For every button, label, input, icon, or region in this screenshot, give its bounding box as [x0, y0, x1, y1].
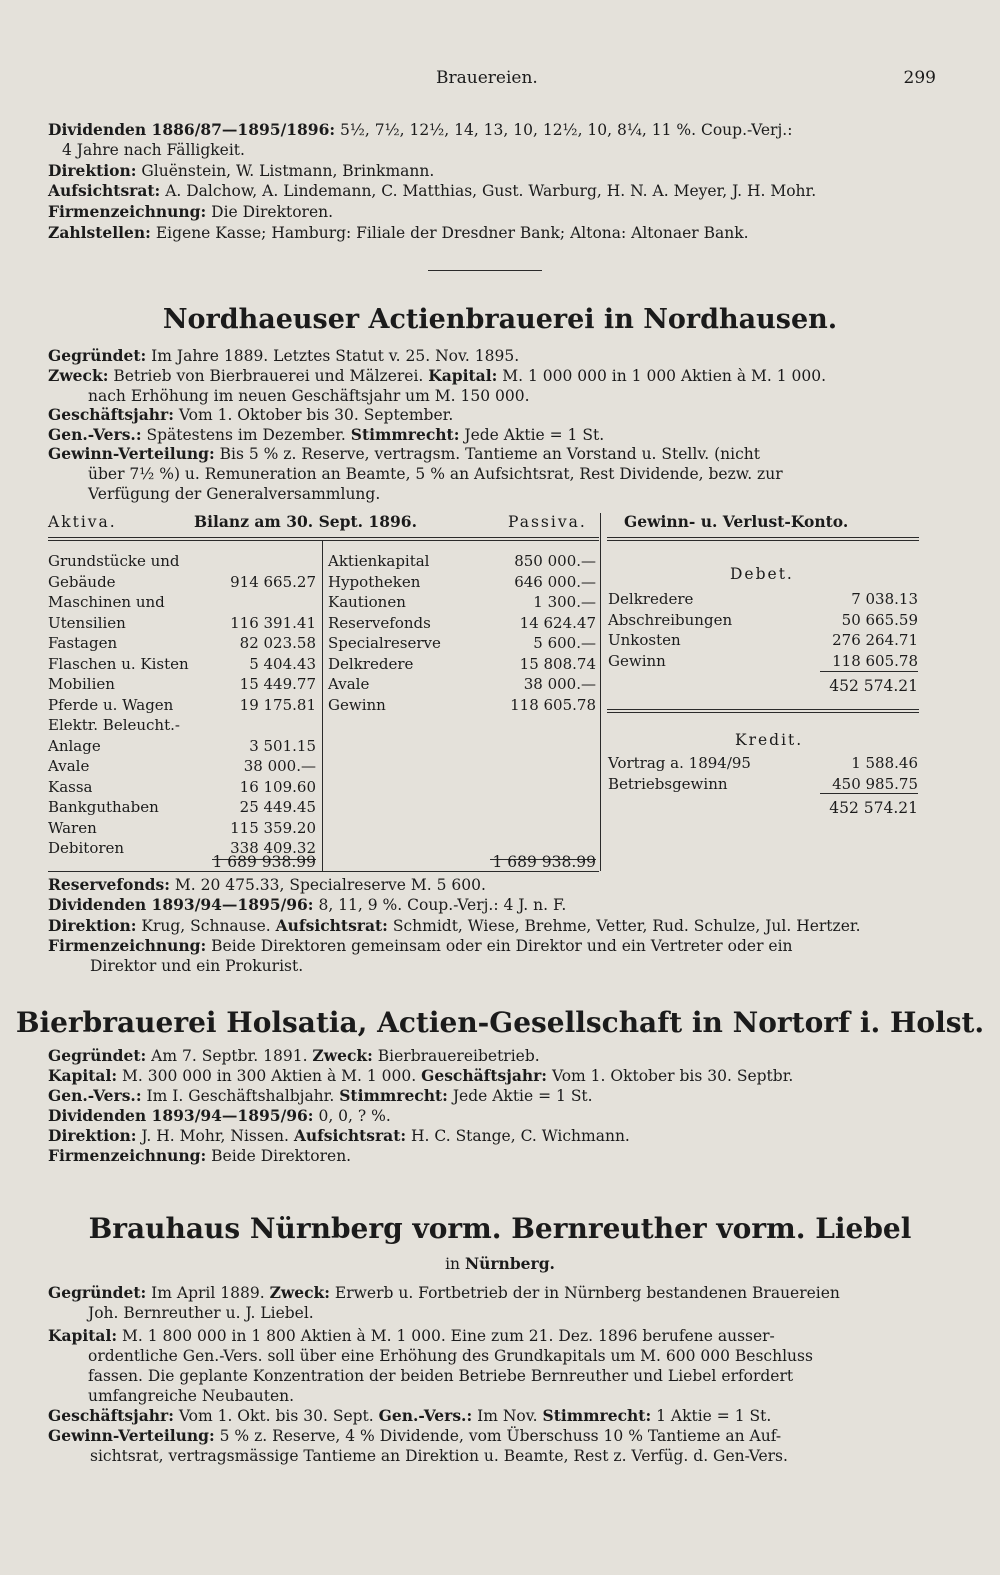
text-line: [88, 464, 783, 484]
bilanz-rule-top-2: [48, 540, 599, 541]
field-text: 0, 0, ? %.: [313, 1107, 391, 1125]
table-row: [328, 613, 596, 634]
bilanz-gv-divider: [600, 513, 601, 871]
table-row: [48, 654, 316, 675]
text-line: [48, 895, 566, 915]
aktiva-label: Aktiva.: [48, 513, 117, 531]
debet-table: [608, 589, 918, 671]
row-label: Hypotheken: [328, 572, 421, 591]
row-label: Anlage: [48, 736, 101, 755]
text-line: [90, 1446, 788, 1466]
field-text: Krug, Schnause.: [136, 917, 276, 935]
kredit-total: 452 574.21: [829, 799, 918, 817]
field-text: Joh. Bernreuther u. J. Liebel.: [88, 1304, 314, 1322]
row-value: 914 665.27: [230, 572, 316, 591]
field-label: Stimmrecht:: [339, 1086, 448, 1105]
kredit-table: [608, 753, 918, 794]
passiva-total: 1 689 938.99: [492, 853, 596, 871]
running-head-title: Brauereien.: [436, 68, 538, 88]
field-label: Zweck:: [269, 1283, 330, 1302]
row-label: Avale: [328, 675, 370, 693]
field-text: über 7½ %) u. Remuneration an Beamte, 5 % an Aufsichtsrat, Rest Dividende, bezw. zur: [88, 465, 783, 483]
row-value: 1 588.46: [851, 754, 918, 772]
table-row: [328, 674, 596, 695]
row-label: Gewinn: [608, 651, 666, 670]
row-value: 1 300.—: [533, 593, 596, 611]
field-label: Zahlstellen:: [48, 223, 151, 242]
field-label: Reservefonds:: [48, 875, 170, 894]
field-label: Kapital:: [428, 366, 498, 385]
text-line: [48, 916, 861, 936]
table-row: [48, 613, 316, 634]
field-text: nach Erhöhung im neuen Geschäftsjahr um M. 150 000.: [88, 387, 530, 405]
row-label: Specialreserve: [328, 634, 441, 652]
section-title-nuernberg: Brauhaus Nürnberg vorm. Bernreuther vorm. Liebel: [88, 1212, 912, 1245]
field-label: Direktion:: [48, 916, 137, 935]
text-line: [48, 223, 749, 243]
row-label: Unkosten: [608, 631, 681, 649]
table-row: [328, 633, 596, 654]
field-label: Gegründet:: [48, 1283, 147, 1302]
page-number: 299: [903, 68, 936, 88]
text-line: [48, 366, 826, 386]
text-line: [62, 140, 245, 160]
debet-label: Debet.: [730, 565, 794, 583]
section-divider: [428, 270, 542, 271]
field-text: 5½, 7½, 12½, 14, 13, 10, 12½, 10, 8¼, 11 %. Coup.-Verj.:: [335, 121, 793, 139]
text-line: [88, 1366, 793, 1386]
field-text: Eigene Kasse; Hamburg: Filiale der Dresdner Bank; Altona: Altonaer Bank.: [150, 224, 749, 242]
row-label: Aktienkapital: [328, 552, 430, 570]
table-row: [48, 572, 316, 593]
text-line: [90, 956, 303, 976]
section-subtitle-nuernberg: [0, 1254, 1000, 1274]
section-title-nordhaeuser: Nordhaeuser Actienbrauerei in Nordhausen.: [162, 304, 838, 335]
field-text: M. 1 000 000 in 1 000 Aktien à M. 1 000.: [497, 367, 827, 385]
bilanz-rule-top: [48, 537, 599, 538]
table-row: [328, 592, 596, 613]
kredit-sum-rule: [820, 793, 918, 794]
field-text: Verfügung der Generalversammlung.: [88, 485, 381, 503]
text-line: [48, 1426, 781, 1446]
field-text: ordentliche Gen.-Vers. soll über eine Erhöhung des Grundkapitals um M. 600 000 Beschluss: [88, 1347, 813, 1365]
section-title-holsatia: Bierbrauerei Holsatia, Actien-Gesellschaft in Nortorf i. Holst.: [15, 1006, 985, 1039]
text-line: [88, 484, 380, 504]
field-text: Spätestens im Dezember.: [141, 426, 351, 444]
text-line: [88, 386, 530, 406]
passiva-label: Passiva.: [508, 513, 587, 531]
field-label: Stimmrecht:: [542, 1406, 652, 1425]
field-text: Vom 1. Oktober bis 30. September.: [173, 406, 454, 424]
field-text: Im I. Geschäftshalbjahr.: [141, 1087, 340, 1105]
field-label: Zweck:: [48, 366, 109, 385]
field-label: Dividenden 1893/94—1895/96:: [48, 895, 314, 914]
field-text: 5 % z. Reserve, 4 % Dividende, vom Überschuss 10 % Tantieme an Auf-: [214, 1427, 782, 1445]
row-label: Grundstücke und: [48, 552, 180, 570]
table-row: [608, 774, 918, 795]
field-label: Direktion:: [48, 1126, 137, 1145]
table-row: [608, 651, 918, 672]
row-label: Waren: [48, 818, 97, 837]
row-label: Reservefonds: [328, 613, 431, 632]
table-row: [48, 818, 316, 839]
aktiva-table: [48, 551, 316, 859]
text-line: [48, 1086, 593, 1106]
table-row: [48, 797, 316, 818]
aktiva-total: 1 689 938.99: [212, 853, 316, 871]
row-value: 19 175.81: [239, 695, 316, 714]
row-value: 7 038.13: [851, 590, 918, 608]
gv-rule-top: [607, 537, 919, 538]
field-label: Aufsichtsrat:: [48, 181, 161, 200]
table-row: [608, 630, 918, 651]
field-text: Jede Aktie = 1 St.: [459, 426, 605, 444]
field-label: Firmenzeichnung:: [48, 202, 207, 221]
table-row: [48, 633, 316, 654]
field-label: Geschäftsjahr:: [48, 405, 174, 424]
field-text: Bis 5 % z. Reserve, vertragsm. Tantieme an Vorstand u. Stellv. (nicht: [214, 445, 760, 463]
row-value: 3 501.15: [249, 736, 316, 755]
table-row: [48, 592, 316, 613]
row-label: Gewinn: [328, 695, 386, 714]
row-label: Pferde u. Wagen: [48, 695, 174, 714]
text-line: [48, 202, 333, 222]
field-label: Zweck:: [312, 1046, 373, 1065]
text-line: [48, 1126, 630, 1146]
field-text: umfangreiche Neubauten.: [88, 1387, 295, 1405]
row-value: 15 808.74: [519, 654, 596, 673]
text-line: [88, 1386, 294, 1406]
field-text: Beide Direktoren.: [206, 1147, 352, 1165]
debet-total: 452 574.21: [829, 677, 918, 695]
field-label: Kapital:: [48, 1326, 118, 1345]
field-text: Am 7. Septbr. 1891.: [146, 1047, 313, 1065]
table-row: [48, 715, 316, 736]
row-label: Utensilien: [48, 613, 126, 632]
field-text: 8, 11, 9 %. Coup.-Verj.: 4 J. n. F.: [313, 896, 567, 914]
field-text: Im April 1889.: [146, 1284, 270, 1302]
row-label: Mobilien: [48, 675, 115, 693]
table-row: [608, 753, 918, 774]
field-text: M. 20 475.33, Specialreserve M. 5 600.: [169, 876, 486, 894]
field-label: Gewinn-Verteilung:: [48, 444, 215, 463]
row-label: Gebäude: [48, 572, 116, 591]
row-value: 5 600.—: [533, 634, 596, 652]
field-text: Im Nov.: [472, 1407, 543, 1425]
bilanz-rule-bottom: [48, 871, 599, 872]
row-value: 276 264.71: [832, 631, 918, 649]
field-text: J. H. Mohr, Nissen.: [136, 1127, 294, 1145]
table-row: [48, 674, 316, 695]
field-text: H. C. Stange, C. Wichmann.: [406, 1127, 630, 1145]
row-label: Maschinen und: [48, 593, 165, 611]
table-row: [328, 695, 596, 716]
text-line: [48, 161, 434, 181]
row-label: Kassa: [48, 777, 93, 796]
field-text: Vom 1. Oktober bis 30. Septbr.: [547, 1067, 794, 1085]
field-text: Direktor und ein Prokurist.: [90, 957, 304, 975]
text-line: [48, 1066, 793, 1086]
field-label: Gegründet:: [48, 1046, 147, 1065]
table-row: [608, 589, 918, 610]
table-row: [328, 654, 596, 675]
field-text: Im Jahre 1889. Letztes Statut v. 25. Nov. 1895.: [146, 347, 520, 365]
text-line: [48, 1406, 771, 1426]
gv-mid-rule-2: [607, 712, 919, 713]
field-label: Direktion:: [48, 161, 137, 180]
row-label: Abschreibungen: [608, 610, 733, 629]
table-row: [328, 551, 596, 572]
row-label: Bankguthaben: [48, 798, 159, 816]
row-value: 850 000.—: [514, 552, 596, 570]
field-text: 1 Aktie = 1 St.: [651, 1407, 772, 1425]
field-label: Firmenzeichnung:: [48, 1146, 207, 1165]
text-line: [88, 1303, 314, 1323]
field-text: Erwerb u. Fortbetrieb der in Nürnberg bestandenen Brauereien: [330, 1284, 840, 1302]
table-row: [48, 695, 316, 716]
text-line: [48, 181, 816, 201]
row-value: 118 605.78: [832, 651, 918, 670]
text-line: [48, 1146, 351, 1166]
field-label: Gegründet:: [48, 346, 147, 365]
row-value: 5 404.43: [249, 654, 316, 673]
row-value: 14 624.47: [519, 613, 596, 632]
field-label: Gen.-Vers.:: [48, 425, 142, 444]
debet-sum-rule: [820, 671, 918, 672]
subtitle-prefix: in: [445, 1255, 461, 1273]
row-value: 16 109.60: [239, 777, 316, 796]
row-value: 82 023.58: [239, 634, 316, 652]
field-label: Stimmrecht:: [350, 425, 460, 444]
row-value: 25 449.45: [239, 798, 316, 816]
table-row: [48, 551, 316, 572]
field-label: Firmenzeichnung:: [48, 936, 207, 955]
field-text: M. 1 800 000 in 1 800 Aktien à M. 1 000. Eine zum 21. Dez. 1896 berufene ausser-: [117, 1327, 775, 1345]
field-label: Geschäftsjahr:: [421, 1066, 548, 1085]
field-text: Betrieb von Bierbrauerei und Mälzerei.: [108, 367, 429, 385]
row-value: 50 665.59: [841, 610, 918, 629]
text-line: [48, 1326, 775, 1346]
text-line: [48, 405, 453, 425]
bilanz-title: Bilanz am 30. Sept. 1896.: [194, 512, 417, 531]
field-label: Kapital:: [48, 1066, 118, 1085]
field-text: Jede Aktie = 1 St.: [447, 1087, 593, 1105]
row-label: Debitoren: [48, 839, 125, 857]
text-line: [48, 1283, 840, 1303]
text-line: [48, 346, 519, 366]
field-text: Die Direktoren.: [206, 203, 334, 221]
text-line: [48, 444, 760, 464]
field-label: Gewinn-Verteilung:: [48, 1426, 215, 1445]
text-line: [48, 936, 793, 956]
text-line: [48, 425, 604, 445]
row-value: 646 000.—: [514, 572, 596, 591]
field-text: sichtsrat, vertragsmässige Tantieme an Direktion u. Beamte, Rest z. Verfüg. d. Gen-Vers.: [90, 1447, 788, 1465]
table-row: [328, 572, 596, 593]
field-label: Aufsichtsrat:: [275, 916, 388, 935]
table-row: [48, 736, 316, 757]
text-line: [88, 1346, 813, 1366]
row-value: 115 359.20: [230, 818, 316, 837]
field-label: Gen.-Vers.:: [48, 1086, 142, 1105]
field-text: Vom 1. Okt. bis 30. Sept.: [173, 1407, 379, 1425]
row-value: 338 409.32: [230, 839, 316, 857]
text-line: [48, 1046, 540, 1066]
field-text: Gluënstein, W. Listmann, Brinkmann.: [136, 162, 435, 180]
gv-konto-title: Gewinn- u. Verlust-Konto.: [624, 512, 849, 531]
field-label: Gen.-Vers.:: [378, 1406, 473, 1425]
row-value: 38 000.—: [523, 675, 596, 693]
field-label: Dividenden 1886/87—1895/1896:: [48, 120, 336, 139]
kredit-label: Kredit.: [735, 731, 804, 749]
field-text: M. 300 000 in 300 Aktien à M. 1 000.: [117, 1067, 422, 1085]
field-text: Beide Direktoren gemeinsam oder ein Direktor und ein Vertreter oder ein: [206, 937, 793, 955]
row-label: Kautionen: [328, 593, 406, 611]
bilanz-divider: [322, 541, 323, 871]
row-label: Delkredere: [328, 654, 414, 673]
table-row: [608, 610, 918, 631]
row-label: Vortrag a. 1894/95: [608, 754, 751, 772]
text-line: [48, 1106, 391, 1126]
field-text: Bierbrauereibetrieb.: [372, 1047, 540, 1065]
field-text: Schmidt, Wiese, Brehme, Vetter, Rud. Schulze, Jul. Hertzer.: [387, 917, 861, 935]
gv-mid-rule: [607, 709, 919, 710]
text-line: [48, 875, 486, 895]
row-value: 116 391.41: [230, 613, 316, 632]
row-label: Delkredere: [608, 590, 694, 608]
field-text: A. Dalchow, A. Lindemann, C. Matthias, Gust. Warburg, H. N. A. Meyer, J. H. Mohr.: [160, 182, 817, 200]
field-text: fassen. Die geplante Konzentration der beiden Betriebe Bernreuther und Liebel erfordert: [88, 1367, 794, 1385]
row-value: 38 000.—: [243, 757, 316, 775]
row-value: 118 605.78: [510, 695, 596, 714]
row-label: Avale: [48, 757, 90, 775]
text-line: [48, 120, 792, 140]
row-value: 15 449.77: [239, 675, 316, 693]
gv-rule-top-2: [607, 540, 919, 541]
row-label: Betriebsgewinn: [608, 774, 728, 793]
field-label: Geschäftsjahr:: [48, 1406, 174, 1425]
table-row: [48, 756, 316, 777]
passiva-table: [328, 551, 596, 715]
table-row: [48, 777, 316, 798]
row-value: 450 985.75: [832, 774, 918, 793]
row-label: Flaschen u. Kisten: [48, 654, 189, 673]
row-label: Elektr. Beleucht.-: [48, 716, 180, 734]
subtitle-city: Nürnberg.: [464, 1254, 555, 1273]
row-label: Fastagen: [48, 634, 118, 652]
field-text: 4 Jahre nach Fälligkeit.: [62, 141, 245, 159]
field-label: Dividenden 1893/94—1895/96:: [48, 1106, 314, 1125]
field-label: Aufsichtsrat:: [293, 1126, 407, 1145]
